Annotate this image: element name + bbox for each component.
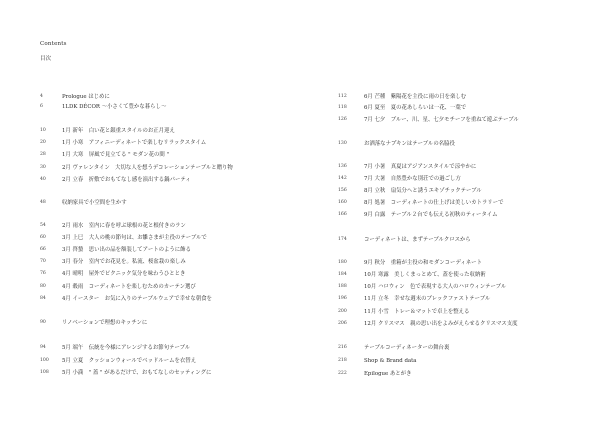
toc-title: 2月 雨水 室内に春を呼ぶ球根の花と根付きのラン: [62, 223, 186, 229]
toc-title: 1月 新年 白い花と銀重スタイルのお正月迎え: [62, 128, 175, 134]
toc-page-number: 180: [338, 260, 347, 265]
toc-title: 9月 秋分 重箱が主役の和モダンコーディネート: [364, 260, 482, 266]
toc-title: 収納家具で小空間を生かす: [62, 200, 127, 206]
toc-page-number: 4: [40, 94, 43, 99]
toc-title: 1月 大寒 屏風で見立てる " モダン花の間 ": [62, 152, 169, 158]
toc-page-number: 28: [40, 152, 46, 157]
toc-title: 5月 立夏 クッションウォールでベッドルームを衣替え: [62, 358, 197, 364]
toc-title: 1LDK DÉCOR ～小さくて豊かな暮らし～: [62, 104, 167, 110]
toc-page-number: 10: [40, 128, 46, 133]
toc-page-number: 156: [338, 188, 347, 193]
toc-page-number: 130: [338, 141, 347, 146]
toc-title: 6月 夏至 夏の花あしらいは一花、一葉で: [364, 105, 467, 111]
toc-page-number: 90: [40, 320, 46, 325]
toc-title: Epilogue あとがき: [364, 371, 412, 377]
toc-page-number: 60: [40, 235, 46, 240]
toc-title: 4月 晴明 屋外でピクニック気分を味わうひととき: [62, 271, 186, 277]
toc-page-number: 108: [40, 370, 49, 375]
toc-title: 6月 芒種 紫陽花を主役に雨の日を楽しむ: [364, 94, 467, 100]
toc-page-number: 80: [40, 284, 46, 289]
toc-page-number: 222: [338, 371, 347, 376]
toc-title: 7月 小暑 真夏はアジアンスタイルで涼やかに: [364, 164, 477, 170]
toc-page-number: 76: [40, 271, 46, 276]
toc-title: 3月 啓蟄 思い出の品を額装してアートのように飾る: [62, 247, 191, 253]
toc-page-number: 200: [338, 309, 347, 314]
toc-page-number: 94: [40, 345, 46, 350]
toc-title: 10月 寒露 美しくまっとめて、蓋を使った収納術: [364, 272, 486, 278]
toc-page-number: 142: [338, 176, 347, 181]
toc-page-number: 206: [338, 321, 347, 326]
toc-page-number: 196: [338, 296, 347, 301]
toc-title: コーディネートは、まずテーブルクロスから: [364, 237, 471, 243]
toc-page-number: 166: [338, 212, 347, 217]
toc-page-number: 112: [338, 94, 347, 99]
toc-title: 5月 端午 伝統を今様にアレンジするお節句テーブル: [62, 345, 191, 351]
toc-page-number: 30: [40, 165, 46, 170]
toc-page-number: 136: [338, 164, 347, 169]
toc-page-number: 54: [40, 223, 46, 228]
toc-title: 11月 小雪 トレー＆マットで卓上を整える: [364, 309, 470, 315]
toc-page-number: 184: [338, 272, 347, 277]
toc-page-number: 20: [40, 140, 46, 145]
toc-title: 12月 クリスマス 親の思い出をよみがえらせるクリスマス支度: [364, 321, 518, 327]
toc-page-number: 118: [338, 105, 347, 110]
toc-page-number: 84: [40, 296, 46, 301]
toc-title: リノベーションで理想のキッチンに: [62, 320, 148, 326]
toc-title: 4月 穀雨 コーディネートを楽しむためのカーテン選び: [62, 284, 196, 290]
toc-title: 9月 白露 テーブル２台でも伝える初秋のティータイム: [364, 212, 498, 218]
toc-title: 8月 処暑 コーディネートの仕上げは美しいカトラリーで: [364, 200, 504, 206]
toc-title: 3月 上巳 大人の桃の節句は、お雛さまが主役のテーブルで: [62, 235, 207, 241]
toc-title: 8月 立秋 扇気分へと誘うエキゾチックテーブル: [364, 188, 482, 194]
toc-page-number: 188: [338, 284, 347, 289]
toc-title: 2月 立春 折敷でおもてなし感を演出する鍋パーティ: [62, 177, 191, 183]
toc-title: 3月 春分 室内でお花見を。私流、桜盆栽の楽しみ: [62, 259, 186, 265]
toc-page-number: 100: [40, 358, 49, 363]
toc-title: 5月 小満 " 蓋 " があるだけで、おもてなしのセッティングに: [62, 370, 212, 376]
toc-page-number: 66: [40, 247, 46, 252]
toc-title: 4月 イースター お気に入りのテーブルウェアで幸せな朝食を: [62, 296, 212, 302]
toc-title: 2月 ヴァレンタイン 大切な人を想うデコレーションテーブルと贈り物: [62, 165, 233, 171]
contents-title-ja: 目次: [40, 56, 52, 62]
toc-title: Shop & Brand data: [364, 358, 417, 364]
toc-title: 10月 ハロウィン 色で表現する大人のハロウィンテーブル: [364, 284, 507, 290]
toc-page-number: 48: [40, 200, 46, 205]
toc-title: 7月 大暑 自然豊かな別荘での過ごし方: [364, 176, 461, 182]
toc-title: Prologue はじめに: [62, 94, 110, 100]
toc-title: 11月 立冬 幸せな週末のブレックファストテーブル: [364, 296, 491, 302]
toc-page-number: 70: [40, 259, 46, 264]
toc-page-number: 6: [40, 104, 43, 109]
toc-page-number: 160: [338, 200, 347, 205]
toc-title: 1月 小寒 アフィニーディネートで楽しむリラックスタイム: [62, 140, 207, 146]
toc-title: 7月 七夕 ブルー、川、星、七夕モチーフを重ねて遊ぶテーブル: [364, 117, 519, 123]
toc-title: お洒落なナプキンはテーブルの名脇役: [364, 141, 455, 147]
toc-page-number: 216: [338, 345, 347, 350]
toc-page-number: 40: [40, 177, 46, 182]
toc-page-number: 174: [338, 237, 347, 242]
toc-page-number: 126: [338, 117, 347, 122]
toc-title: テーブルコーディネーターの舞台裏: [364, 345, 450, 351]
contents-title-en: Contents: [40, 41, 67, 47]
toc-page-number: 218: [338, 358, 347, 363]
